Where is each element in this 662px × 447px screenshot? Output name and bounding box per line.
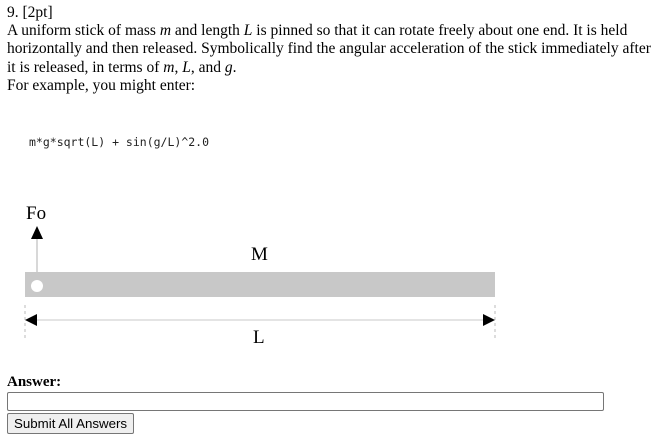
arrow-left-icon xyxy=(25,314,37,326)
variable-m: m xyxy=(163,58,175,76)
stick-diagram xyxy=(0,195,662,355)
length-label: L xyxy=(253,327,265,348)
answer-input[interactable] xyxy=(7,392,604,411)
arrow-right-icon xyxy=(483,314,495,326)
variable-g: g xyxy=(224,58,233,76)
example-code: m*g*sqrt(L) + sin(g/L)^2.0 xyxy=(29,135,210,149)
problem-text-part: . xyxy=(232,58,237,76)
problem-header: 9. [2pt] xyxy=(7,4,53,21)
stick xyxy=(25,272,495,297)
mass-label: M xyxy=(251,244,268,265)
pivot-icon xyxy=(31,280,43,292)
force-arrow-icon xyxy=(31,226,43,279)
problem-text xyxy=(7,22,655,77)
example-prompt: For example, you might enter: xyxy=(7,76,196,94)
problem-statement xyxy=(7,4,655,95)
answer-label: Answer: xyxy=(7,374,62,390)
problem-text-part: and length xyxy=(171,22,244,40)
problem-text-part: , and xyxy=(190,58,225,76)
submit-all-answers-button[interactable]: Submit All Answers xyxy=(7,413,134,434)
problem-text-part: A uniform stick of mass xyxy=(7,22,160,40)
variable-L: L xyxy=(243,22,253,40)
problem-text-part: is pinned so that it can rotate freely about one end. It is held horizontally and then released. Symbolically find the angular acceleration of the stick immediately after it is released, in terms of xyxy=(7,22,651,76)
variable-m: m xyxy=(159,22,172,40)
problem-text-part: , xyxy=(174,58,183,76)
force-label: Fo xyxy=(26,203,47,224)
variable-L: L xyxy=(182,58,191,76)
